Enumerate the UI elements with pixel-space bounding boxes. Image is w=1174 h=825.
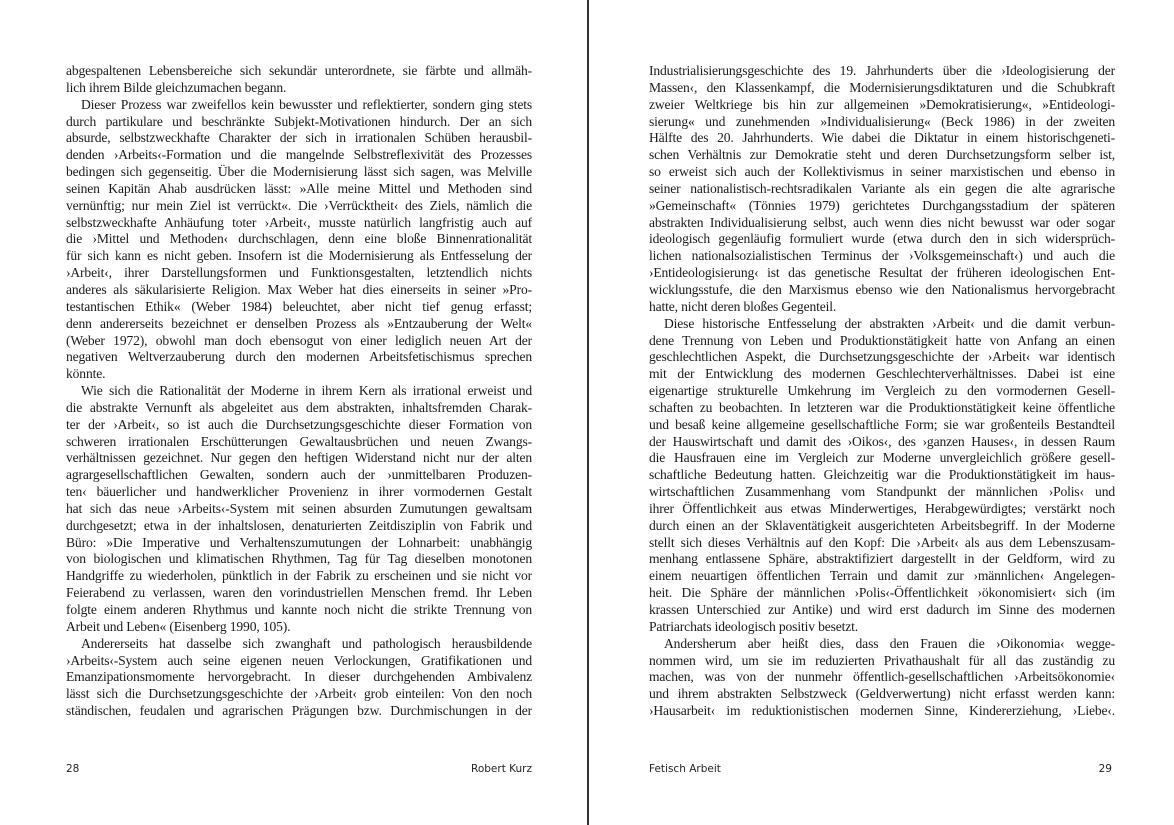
- text-line: und besaß keine allgemeine gesellschaftliche Form; sie war großenteils Bestandteil: [649, 416, 1115, 432]
- paragraph: [649, 636, 1115, 720]
- text-line: Massen‹, den Klassenkampf, die Modernisierungsdiktaturen und die Schubkraft: [649, 79, 1115, 95]
- text-line: »Gemeinschaft« (Tönnies 1979) gerichtetes Durchgangsstadium der späteren: [649, 197, 1115, 213]
- text-line: einem neuartigen öffentlichen Terrain und damit zur ›männlichen‹ Angelegen-: [649, 568, 1115, 584]
- text-line: Andererseits hat dasselbe sich zwanghaft und pathologisch herausbildende: [81, 635, 532, 651]
- text-line: für sich kann es nicht geben. Insofern ist die Modernisierung als Entfesselung der: [66, 248, 532, 264]
- left-running-head: Robert Kurz: [471, 763, 532, 775]
- text-line: denn andererseits bezeichnet er denselben Prozess als »Entzauberung der Welt«: [66, 315, 532, 331]
- text-line: krassen Unterschied zur Antike) und wird erst dadurch im Sinne des modernen: [649, 602, 1115, 617]
- text-line: hat sich das neue ›Arbeits‹-System mit seinen absurden Zumutungen gewaltsam: [66, 500, 532, 516]
- paragraph: [66, 383, 532, 636]
- text-line: folgte einem anderen Rhythmus und kannte noch nicht die strikte Trennung von: [66, 602, 532, 617]
- text-line: abgespaltenen Lebensbereiche sich sekundär unterordnete, sie färbte und allmäh-: [66, 63, 532, 78]
- text-line: dene Trennung von Leben und Produktionstätigkeit hatte von Anfang an einen: [649, 332, 1115, 348]
- text-line: und ihrem abstrakten Selbstzweck (Geldverwertung) nicht erfasst werden kann:: [649, 686, 1115, 702]
- text-line: hatte, nicht deren bloßes Gegenteil.: [649, 298, 837, 314]
- text-line: negativen Weltverzauberung durch den modernen Arbeitsfetischismus sprechen: [66, 349, 532, 365]
- text-line: ›Hausarbeit‹ im reduktionistischen modernen Sinne, Kindererziehung, ›Liebe‹.: [649, 703, 1115, 719]
- text-line: lichen nationalsozialistischen Terminus der ›Volksgemeinschaft‹) und auch die: [649, 248, 1115, 264]
- text-line: ideologisch gegenläufig formuliert wurde (etwa durch den in sich widersprüch-: [649, 231, 1115, 247]
- text-line: durchgesetzt; etwa in der inhaltslosen, denaturierten Zeitdisziplin von Fabrik und: [66, 517, 532, 533]
- text-line: menhang entlassene Sphäre, abstraktifiziert dargestellt in der Geldform, wird zu: [649, 551, 1115, 567]
- text-line: Diese historische Entfesselung der abstrakten ›Arbeit‹ und die damit verbun-: [664, 315, 1115, 331]
- text-line: so erweist sich auch der Kollektivismus in seiner marxistischen und ebenso in: [649, 164, 1115, 180]
- text-line: Büro: »Die Imperative und Verhaltenszumutungen der Lohnarbeit: unabhängig: [66, 534, 532, 550]
- text-line: absurde, selbstzweckhafte Charakter der sich in irrationalen Schüben herausbil-: [66, 130, 532, 146]
- text-line: wirtschaftlichen Zusammenhang vom Standpunkt der männlichen ›Polis‹ und: [649, 484, 1115, 500]
- text-line: stellt sich dieses Verhältnis auf den Kopf: Die ›Arbeit‹ als aus dem Lebenszusam-: [649, 534, 1115, 550]
- text-line: der Hauswirtschaft und damit des ›Oikos‹, des ›ganzen Hauses‹, in dessen Raum: [649, 433, 1115, 449]
- text-line: agrargesellschaftlichen Gewalten, sondern auch der ›unmittelbaren Produzen-: [66, 467, 532, 483]
- text-line: anderes als säkularisierte Religion. Max Weber hat dies einerseits in seiner »Pro-: [66, 281, 532, 297]
- paragraph: [649, 63, 1115, 316]
- left-page-number: 28: [66, 763, 80, 775]
- text-line: Dieser Prozess war zweifellos kein bewusster und reflektierter, sondern ging stets: [81, 96, 532, 112]
- text-line: Wie sich die Rationalität der Moderne in ihrem Kern als irrational erweist und: [81, 383, 532, 399]
- text-line: von biologischen und klimatischen Rhythmen, Tag für Tag dieselben monotonen: [66, 551, 532, 567]
- paragraph: [649, 316, 1115, 636]
- text-line: Handgriffe zu wiederholen, pünktlich in der Fabrik zu erscheinen und sie nicht vor: [66, 568, 532, 584]
- text-line: geschlechtlichen Aspekt, die Durchsetzungsgeschichte der ›Arbeit‹ war identisch: [649, 349, 1115, 365]
- text-line: wicklungsstufe, die den Marxismus ebenso wie den Nationalismus hervorgebracht: [649, 281, 1115, 297]
- text-line: verhältnissen gezeichnet. Nur gegen den heftigen Widerstand nicht nur der alten: [66, 450, 532, 466]
- text-line: könnte.: [66, 366, 106, 382]
- text-line: schweren irrationalen Erschütterungen Gewaltausbrüchen und neuen Zwangs-: [66, 433, 532, 449]
- text-line: ›Arbeit‹, ihrer Darstellungsformen und Funktionsgestalten, letztendlich nichts: [66, 265, 532, 281]
- text-line: nommen wird, um sie im reduzierten Privathaushalt für all das zuständig zu: [649, 652, 1115, 668]
- text-line: abstrakten Individualisierung selbst, auch wenn dies nicht bewusst war oder sogar: [649, 214, 1115, 230]
- text-line: Industrialisierungsgeschichte des 19. Jahrhunderts über die ›Ideologisierung der: [649, 63, 1115, 78]
- text-line: schaften zu beobachten. In letzteren war die Produktionstätigkeit keine öffentliche: [649, 399, 1115, 415]
- text-line: mit der Entwicklung des modernen Geschlechterverhältnisses. Dabei ist eine: [649, 366, 1115, 382]
- paragraph: [66, 63, 532, 97]
- text-line: Hälfte des 20. Jahrhunderts. Wie dabei die Diktatur in einem historischgeneti-: [649, 130, 1115, 146]
- text-line: ›Arbeits‹-System auch seine eigenen neuen Verlockungen, Gratifikationen und: [66, 652, 532, 668]
- text-line: machen, was von der nunmehr öffentlich-gesellschaftlichen ›Arbeitsökonomie‹: [649, 669, 1115, 685]
- text-line: Emanzipationsmomente hervorgebracht. In dieser durchgehenden Ambivalenz: [66, 669, 532, 685]
- text-line: Arbeit und Leben« (Eisenberg 1990, 105).: [66, 618, 291, 634]
- text-line: denden ›Arbeits‹-Formation und die mangelnde Selbstreflexivität des Prozesses: [66, 147, 532, 163]
- text-line: selbstzweckhafte Anhäufung toter ›Arbeit‹, musste natürlich langfristig auch auf: [66, 214, 532, 230]
- text-line: lich ihrem Bilde gleichzumachen begann.: [66, 79, 287, 95]
- text-line: (Weber 1972), obwohl man doch ebensogut von einer lediglich neuen Art der: [66, 332, 532, 348]
- text-line: eigenartige strukturelle Umkehrung im Vergleich zu den vormodernen Gesell-: [649, 383, 1115, 399]
- text-line: seiner nationalistisch-rechtsradikalen Variante als ein gegen die alte agrarische: [649, 180, 1115, 196]
- book-gutter-divider: [587, 0, 589, 825]
- text-line: Andersherum aber heißt dies, dass den Frauen die ›Oikonomia‹ wegge-: [664, 635, 1115, 651]
- right-running-head: Fetisch Arbeit: [649, 763, 721, 775]
- text-line: lässt sich die Durchsetzungsgeschichte der ›Arbeit‹ grob einteilen: Von den noch: [66, 686, 532, 702]
- text-line: die ›Mittel und Methoden‹ durchschlagen, denn eine bloße Binnenrationalität: [66, 231, 532, 247]
- text-line: ten‹ bäuerlicher und handwerklicher Provenienz in ihrer vormodernen Gestalt: [66, 484, 532, 500]
- paragraph: [66, 97, 532, 383]
- text-line: ihrer Öffentlichkeit aus etwas Minderwertiges, Herabgewürdigtes; verstärkt noch: [649, 500, 1115, 516]
- text-line: seinen Kapitän Ahab ausdrücken lässt: »Alle meine Mittel und Methoden sind: [66, 180, 532, 196]
- text-line: ter der ›Arbeit‹, so ist auch die Durchsetzungsgeschichte dieser Formation von: [66, 416, 532, 432]
- text-line: ständischen, feudalen und agrarischen Prägungen bzw. Durchmischungen in der: [66, 703, 532, 719]
- text-line: bedingen sich gegenseitig. Über die Modernisierung lässt sich sagen, was Melville: [66, 164, 532, 180]
- right-page-number: 29: [1098, 763, 1112, 775]
- text-line: schen Verhältnis zur Demokratie steht und deren Durchsetzungsform selber ist,: [649, 147, 1115, 163]
- text-line: Feierabend zu verlassen, waren den vorindustriellen Menschen fremd. Ihr Leben: [66, 585, 532, 601]
- text-line: die abstrakte Vernunft als abgeleitet aus dem abstrakten, inhaltsfremden Charak-: [66, 399, 532, 415]
- right-page-body: [649, 63, 1115, 720]
- text-line: zweier Weltkriege bis hin zur allgemeinen »Demokratisierung«, »Entideologi-: [649, 96, 1115, 112]
- text-line: Patriarchats ideologisch positiv besetzt.: [649, 618, 859, 634]
- text-line: vernünftig; nur mein Ziel ist verrückt«. Die ›Verrücktheit‹ des Ziels, nämlich die: [66, 197, 532, 213]
- text-line: die Hausfrauen eine im Vergleich zur Moderne unvergleichlich größere gesell-: [649, 450, 1115, 466]
- text-line: testantischen Ethik« (Weber 1984) beleuchtet, aber nicht tief genug erfasst;: [66, 298, 532, 314]
- text-line: heit. Die Sphäre der männlichen ›Polis‹-Öffentlichkeit ›ökonomisiert‹ sich (im: [649, 585, 1115, 601]
- text-line: durch partikulare und beschränkte Subjekt-Motivationen hindurch. Der an sich: [66, 113, 532, 129]
- paragraph: [66, 636, 532, 720]
- text-line: sierung« und zunehmenden »Individualisierung« (Beck 1986) in der zweiten: [649, 113, 1115, 129]
- text-line: schaftliche Bedeutung hatten. Gleichzeitig war die Produktionstätigkeit im haus-: [649, 467, 1115, 483]
- left-page-body: [66, 63, 532, 720]
- text-line: ›Entideologisierung‹ ist das genetische Resultat der früheren ideologischen Ent-: [649, 265, 1115, 281]
- text-line: durch einen an der Sklaventätigkeit ausgerichteten Arbeitsbegriff. In der Moderne: [649, 517, 1115, 533]
